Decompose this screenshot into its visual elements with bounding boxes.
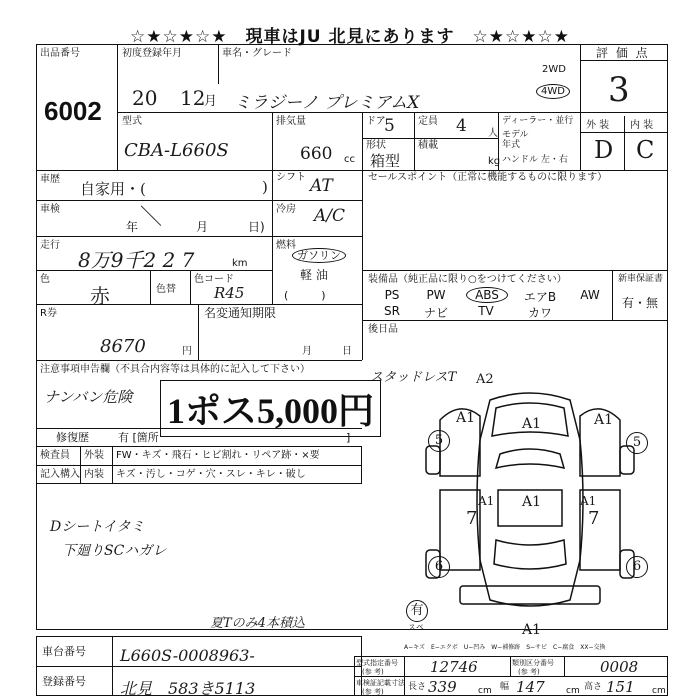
equip-tv: TV: [478, 304, 494, 318]
equip-pw: PW: [426, 288, 446, 302]
rating-label: 評 価 点: [596, 46, 650, 60]
lot-number: 6002: [44, 96, 102, 126]
divider: [272, 170, 273, 304]
registration-value: 北見 583き5113: [120, 679, 256, 698]
mark-left-door: A1: [478, 494, 495, 508]
divider: [272, 112, 273, 170]
registration-label: 登録番号: [42, 675, 86, 688]
type-value: CBA-L660S: [124, 140, 229, 161]
inspection-month: 月: [196, 220, 209, 234]
chassis-value: L660S-0008963-: [120, 646, 255, 665]
divider: [362, 320, 668, 321]
model-year-label-2: 年式: [502, 140, 521, 150]
ac-label: 冷房: [276, 204, 296, 215]
price-box: 1ポス5,000円: [160, 380, 381, 437]
history-label: 車歴: [40, 174, 60, 185]
studless-note: スタッドレスT: [370, 370, 457, 385]
divider: [580, 60, 668, 61]
designation-label: 型式指定番号: [356, 659, 398, 667]
history-value: 自家用・(: [80, 180, 146, 198]
mark-a2: A2: [476, 372, 494, 387]
divider: [117, 112, 668, 113]
model-value: ミラジーノ プレミアムX: [234, 93, 420, 113]
divider: [190, 270, 191, 304]
notes-label: 注意事項申告欄（不具合内容等は具体的に記入して下さい）: [40, 364, 310, 375]
width-value: 147: [516, 678, 545, 696]
divider: [36, 465, 362, 466]
lot-label: 出品番号: [40, 48, 80, 59]
designation-sub: (参 考): [362, 668, 384, 676]
width-label: 幅: [500, 682, 510, 692]
color-label: 色: [40, 274, 50, 285]
divider: [404, 656, 405, 696]
ext-grade-label: 外 装: [586, 120, 610, 131]
load-label: 積載: [418, 140, 438, 151]
length-value: 339: [428, 678, 457, 696]
dimensions-sub: (参 考): [362, 688, 384, 696]
tax-notice-day: 日: [342, 346, 352, 357]
warranty-label: 新車保証書: [618, 274, 664, 284]
recycle-value: 8670: [100, 336, 146, 357]
tax-notice-month: 月: [302, 346, 312, 357]
divider: [362, 170, 363, 360]
interior-codes: キズ・汚し・コゲ・穴・スレ・キレ・破し: [116, 469, 306, 480]
equip-navi: ナビ: [423, 306, 448, 320]
equip-leather: カワ: [527, 306, 552, 320]
displacement-value: 660: [300, 144, 333, 164]
shift-label: シフト: [276, 172, 306, 183]
mark-left-seven: 7: [466, 508, 478, 529]
equip-aw: AW: [580, 288, 600, 302]
divider: [362, 112, 363, 170]
mark-front-right-wheel: 5: [626, 432, 648, 454]
equip-sr: SR: [384, 304, 400, 318]
divider: [36, 428, 362, 429]
height-label: 高さ: [584, 682, 603, 692]
divider: [414, 112, 415, 170]
class-code-sub: (参 考): [518, 668, 540, 676]
capacity-value: 4: [456, 116, 467, 136]
ext-grade-value: D: [594, 136, 614, 164]
damage-legend: A−キズ E−エクボ U−凹み W−補修跡 S−サビ C−腐食 XX−交換: [404, 644, 606, 651]
divider: [624, 116, 625, 170]
notes-handwritten: ナンバン危険: [44, 388, 133, 406]
class-code-label: 類別区分番号: [512, 659, 554, 667]
divider: [510, 656, 511, 676]
color-change-label: 色替: [156, 284, 176, 295]
int-grade-label: 内 装: [630, 120, 654, 131]
divider: [36, 170, 668, 171]
drive-2wd: 2WD: [542, 64, 566, 75]
inspection-day: 日): [248, 220, 265, 234]
mark-spare: 有: [406, 600, 428, 622]
height-unit: cm: [652, 686, 666, 696]
recycle-label: R券: [40, 308, 57, 319]
mark-front-left-wheel: 5: [428, 430, 450, 452]
fuel-label: 燃料: [276, 240, 296, 251]
capacity-label: 定員: [418, 116, 438, 127]
mileage-unit: km: [232, 258, 248, 269]
model-label: 車名・グレード: [222, 48, 292, 59]
displacement-label: 排気量: [276, 116, 306, 127]
dimensions-label: 車検証記載寸法: [356, 679, 405, 687]
int-grade-value: C: [636, 136, 655, 164]
first-reg-label: 初度登録年月: [122, 48, 182, 59]
height-value: 151: [606, 678, 635, 696]
divider: [198, 304, 199, 360]
load-unit: kg: [488, 156, 501, 167]
exterior-codes-label: 外装: [84, 450, 104, 461]
equip-abs: ABS: [466, 287, 508, 303]
color-code-value: R45: [214, 284, 245, 302]
recycle-unit: 円: [182, 346, 192, 357]
displacement-unit: cc: [344, 154, 355, 165]
inspector-label: 検査員: [40, 450, 70, 461]
doors-label: ドア: [366, 116, 386, 127]
repair-value: 有 [箇所: [118, 431, 159, 444]
mark-hood: A1: [522, 416, 542, 432]
inspection-label: 車検: [40, 204, 60, 215]
shift-value: AT: [310, 176, 333, 196]
drive-4wd: 4WD: [536, 84, 570, 99]
exterior-codes: FW・キズ・飛石・ヒビ割れ・リペア跡・×要: [116, 450, 320, 461]
entry-label: 記入構入: [40, 469, 80, 480]
rating-value: 3: [608, 70, 630, 110]
width-unit: cm: [566, 686, 580, 696]
equip-ps: PS: [384, 288, 400, 302]
shape-label: 形状: [366, 140, 386, 151]
mark-right-door: A1: [580, 494, 597, 508]
divider: [150, 270, 151, 304]
fuel-gasoline: ガソリン: [292, 248, 346, 263]
length-label: 長さ: [408, 682, 427, 692]
repair-label: 修復歴: [56, 431, 89, 444]
designation-value: 12746: [430, 658, 478, 676]
mileage-value: 8万9千2 2 7: [78, 248, 195, 272]
divider: [362, 138, 498, 139]
inspection-year: 年: [126, 220, 139, 234]
divider: [362, 270, 668, 271]
handle-label: ハンドル 左・右: [502, 155, 568, 165]
color-value: 赤: [90, 284, 110, 308]
fuel-other: ( ): [284, 289, 326, 302]
tires-note: 夏Tのみ4本積込: [210, 616, 305, 631]
divider: [36, 236, 362, 237]
divider: [564, 656, 565, 676]
ac-value: A/C: [314, 206, 346, 226]
remark-line-1: Dシートイタミ: [50, 519, 145, 535]
class-code-value: 0008: [600, 658, 639, 676]
divider: [36, 304, 362, 305]
divider: [612, 270, 613, 320]
mileage-label: 走行: [40, 240, 60, 251]
chassis-label: 車台番号: [42, 645, 86, 658]
shape-value: 箱型: [370, 152, 401, 170]
type-label: 型式: [122, 116, 142, 127]
equip-airbag: エアB: [523, 290, 557, 304]
repair-close: ]: [346, 431, 351, 444]
sales-point-label: セールスポイント（正常に機能するものに限ります）: [368, 172, 608, 183]
mark-roof: A1: [522, 494, 542, 510]
first-reg-month: 12: [180, 86, 206, 110]
mark-right-seven: 7: [588, 508, 600, 529]
dealer-label: ディーラー・並行: [502, 116, 574, 126]
capacity-unit: 人: [488, 128, 498, 139]
fuel-diesel: 軽 油: [300, 268, 328, 282]
mark-front-right: A1: [594, 412, 614, 428]
mark-rear-left-wheel: 6: [428, 556, 450, 578]
mark-rear: A1: [522, 622, 542, 638]
divider: [36, 270, 272, 271]
divider: [36, 666, 362, 667]
mark-rear-right-wheel: 6: [626, 556, 648, 578]
remark-line-2: 下廻りSCハガレ: [62, 543, 167, 559]
divider: [36, 360, 362, 361]
tax-notice-label: 名変通知期限: [204, 306, 277, 320]
mark-spare-label: スペ: [408, 623, 424, 632]
equipment-label: 装備品（純正品に限り○をつけてください）: [368, 274, 567, 285]
warranty-value: 有・無: [622, 296, 659, 310]
mark-front-left: A1: [456, 410, 476, 426]
first-reg-month-unit: 月: [204, 94, 218, 109]
first-reg-year: 20: [132, 86, 158, 110]
divider: [36, 200, 362, 201]
interior-codes-label: 内装: [84, 469, 104, 480]
doors-value: 5: [384, 116, 395, 136]
color-code-label: 色コード: [194, 274, 234, 285]
length-unit: cm: [478, 686, 492, 696]
divider: [218, 44, 219, 84]
model-year-label: モデル: [502, 130, 529, 140]
inspection-strike: ＼: [140, 205, 163, 230]
history-close: ): [262, 178, 268, 196]
divider: [117, 44, 118, 170]
postscript-label: 後日品: [368, 324, 398, 335]
header-banner: ☆★☆★☆★ 現車はJU 北見にあります ☆★☆★☆★: [130, 27, 570, 47]
divider: [580, 44, 581, 170]
divider: [354, 676, 668, 677]
